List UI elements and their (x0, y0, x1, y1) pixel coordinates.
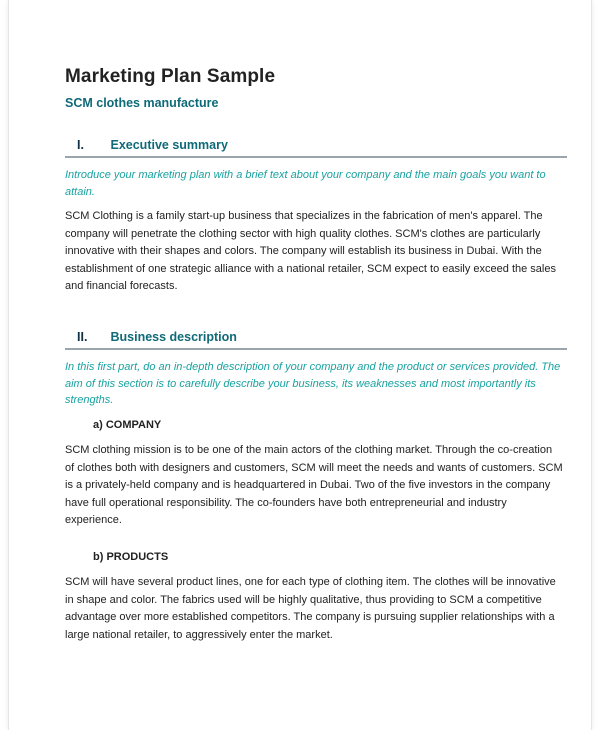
section-intro-executive-summary: Introduce your marketing plan with a brief text about your company and the main goals you want to attain. (65, 169, 546, 198)
section-heading-business-description (65, 330, 567, 350)
section-heading-executive-summary (65, 138, 567, 158)
subsection-heading-company: a) COMPANY (93, 419, 162, 431)
subsection-body-products: SCM will have several product lines, one for each type of clothing item. The clothes will be innovative in shape and color. The fabrics used will be highly qualitative, thus providing to SCM a competitive advantage over more established competitors. The company is pursuing supplier relationships with a large national retailer, to aggressively enter the market. (65, 576, 556, 641)
section-number: II. (77, 330, 88, 344)
section-title: Business description (110, 330, 237, 344)
document-title: Marketing Plan Sample (65, 66, 276, 87)
section-intro-business-description: In this first part, do an in-depth description of your company and the product or services provided. The aim of this section is to carefully describe your business, its weaknesses and most importantly its strengths. (65, 361, 561, 406)
subsection-heading-products: b) PRODUCTS (93, 551, 169, 563)
document-subtitle: SCM clothes manufacture (65, 96, 219, 110)
section-title: Executive summary (110, 138, 228, 152)
section-number: I. (77, 138, 84, 152)
document-page (9, 0, 591, 730)
subsection-body-company: SCM clothing mission is to be one of the main actors of the clothing market. Through the co-creation of clothes both with designers and customers, SCM will meet the needs and wants of customers. SCM is a privately-held company and is headquartered in Dubai. Two of the five investors in the company have full operational responsibility. The co-founders have both entrepreneurial and industry experience. (65, 444, 563, 526)
section-body-executive-summary: SCM Clothing is a family start-up business that specializes in the fabrication of men's apparel. The company will penetrate the clothing sector with high quality clothes. SCM's clothes are particularly innovative with their shapes and colors. The company will establish its business in Dubai. With the establishment of one strategic alliance with a national retailer, SCM expect to easily exceed the sales and financial forecasts. (65, 210, 556, 292)
